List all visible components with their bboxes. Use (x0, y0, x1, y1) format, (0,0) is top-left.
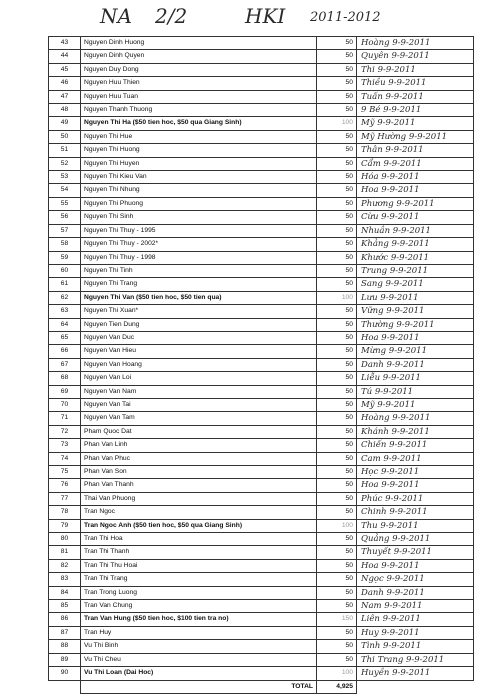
header-school-year: 2011-2012 (310, 10, 381, 25)
signature-date: Quyên 9-9-2011 (357, 50, 474, 63)
row-number: 64 (49, 318, 81, 331)
row-number: 90 (49, 667, 81, 680)
student-name: Nguyen Thi Thuy - 1995 (81, 224, 317, 237)
student-name: Tran Trong Luong (81, 586, 317, 599)
row-number: 85 (49, 600, 81, 613)
signature-date: Liên 9-9-2011 (357, 613, 474, 626)
table-row (49, 77, 474, 90)
payment-table-body (49, 37, 474, 694)
student-name: Nguyen Thi Trang (81, 278, 317, 291)
amount: 50 (317, 626, 357, 639)
signature-date: Liễu 9-9-2011 (357, 372, 474, 385)
row-number: 48 (49, 104, 81, 117)
row-number: 66 (49, 345, 81, 358)
signature-date: Cẩm 9-9-2011 (357, 157, 474, 170)
amount: 50 (317, 372, 357, 385)
table-row (49, 184, 474, 197)
table-row (49, 264, 474, 277)
student-name: Nguyen Van Duc (81, 331, 317, 344)
row-number: 51 (49, 144, 81, 157)
signature-date: Thiều 9-9-2011 (357, 77, 474, 90)
student-name: Nguyen Thi Huyen (81, 157, 317, 170)
table-row (49, 104, 474, 117)
amount: 50 (317, 466, 357, 479)
page-header (100, 4, 460, 34)
amount: 50 (317, 345, 357, 358)
row-number: 52 (49, 157, 81, 170)
row-number: 78 (49, 506, 81, 519)
student-name: Nguyen Thanh Thuong (81, 104, 317, 117)
payment-table (48, 36, 474, 694)
student-name: Nguyen Van Nam (81, 385, 317, 398)
table-row (49, 211, 474, 224)
row-number: 73 (49, 439, 81, 452)
signature-date: Phương 9-9-2011 (357, 197, 474, 210)
signature-date: Vững 9-9-2011 (357, 305, 474, 318)
signature-date: Nhuần 9-9-2011 (357, 224, 474, 237)
table-row (49, 372, 474, 385)
amount: 100 (317, 519, 357, 532)
signature-date: Chinh 9-9-2011 (357, 506, 474, 519)
table-row (49, 439, 474, 452)
amount: 50 (317, 425, 357, 438)
student-name: Nguyen Van Hoang (81, 358, 317, 371)
table-row (49, 653, 474, 666)
row-number: 75 (49, 466, 81, 479)
student-name: Nguyen Thi Thuy - 1998 (81, 251, 317, 264)
student-name: Nguyen Thi Xuan* (81, 305, 317, 318)
amount: 50 (317, 653, 357, 666)
student-name: Nguyen Van Loi (81, 372, 317, 385)
signature-date: Thuyết 9-9-2011 (357, 546, 474, 559)
signature-date: Lưu 9-9-2011 (357, 291, 474, 304)
signature-date: Khước 9-9-2011 (357, 251, 474, 264)
row-number: 46 (49, 77, 81, 90)
student-name: Vu Thi Cheu (81, 653, 317, 666)
student-name: Nguyen Van Tai (81, 398, 317, 411)
signature-date: Hoa 9-9-2011 (357, 559, 474, 572)
amount: 50 (317, 104, 357, 117)
signature-date: Sang 9-9-2011 (357, 278, 474, 291)
signature-date: Thường 9-9-2011 (357, 318, 474, 331)
student-name: Tran Thi Thu Hoai (81, 559, 317, 572)
signature-date: Mỹ 9-9-2011 (357, 117, 474, 130)
signature-date: Mỹ 9-9-2011 (357, 398, 474, 411)
row-number: 82 (49, 559, 81, 572)
signature-date: Cam 9-9-2011 (357, 452, 474, 465)
table-row (49, 358, 474, 371)
table-row (49, 171, 474, 184)
signature-date: Mừng 9-9-2011 (357, 345, 474, 358)
table-row (49, 559, 474, 572)
signature-date: Thi Trang 9-9-2011 (357, 653, 474, 666)
amount: 50 (317, 439, 357, 452)
table-row (49, 533, 474, 546)
table-row (49, 345, 474, 358)
amount: 50 (317, 90, 357, 103)
student-name: Nguyen Thi Sinh (81, 211, 317, 224)
table-row (49, 626, 474, 639)
table-row (49, 667, 474, 680)
student-name: Nguyen Huu Thien (81, 77, 317, 90)
student-name: Nguyen Thi Hue (81, 130, 317, 143)
student-name: Tran Van Chung (81, 600, 317, 613)
table-row (49, 546, 474, 559)
student-name: Nguyen Thi Van ($50 tien hoc, $50 tien qua) (81, 291, 317, 304)
student-name: Nguyen Thi Ha ($50 tien hoc, $50 qua Giang Sinh) (81, 117, 317, 130)
row-number: 71 (49, 412, 81, 425)
table-row (49, 519, 474, 532)
student-name: Nguyen Van Tam (81, 412, 317, 425)
student-name: Tran Thi Thanh (81, 546, 317, 559)
table-row (49, 398, 474, 411)
amount: 50 (317, 318, 357, 331)
table-row (49, 130, 474, 143)
row-number: 50 (49, 130, 81, 143)
student-name: Tran Thi Hoa (81, 533, 317, 546)
table-row (49, 600, 474, 613)
row-number: 56 (49, 211, 81, 224)
table-row (49, 305, 474, 318)
table-row (49, 157, 474, 170)
table-row (49, 144, 474, 157)
table-row (49, 640, 474, 653)
signature-date: Tình 9-9-2011 (357, 640, 474, 653)
row-number: 76 (49, 479, 81, 492)
student-name: Nguyen Thi Kieu Van (81, 171, 317, 184)
amount: 50 (317, 63, 357, 76)
row-number: 74 (49, 452, 81, 465)
amount: 50 (317, 452, 357, 465)
signature-date: Hóa 9-9-2011 (357, 171, 474, 184)
amount: 50 (317, 331, 357, 344)
amount: 50 (317, 211, 357, 224)
row-number: 72 (49, 425, 81, 438)
amount: 50 (317, 157, 357, 170)
row-number: 89 (49, 653, 81, 666)
amount: 100 (317, 291, 357, 304)
total-value: 4,925 (317, 680, 357, 693)
student-name: Phan Van Son (81, 466, 317, 479)
table-row (49, 586, 474, 599)
table-row (49, 50, 474, 63)
signature-date: Danh 9-9-2011 (357, 586, 474, 599)
student-name: Nguyen Thi Nhung (81, 184, 317, 197)
amount: 50 (317, 479, 357, 492)
signature-date: Chiến 9-9-2011 (357, 439, 474, 452)
signature-date: Quảng 9-9-2011 (357, 533, 474, 546)
amount: 50 (317, 385, 357, 398)
amount: 50 (317, 412, 357, 425)
amount: 50 (317, 184, 357, 197)
student-name: Nguyen Dinh Huong (81, 37, 317, 50)
row-number: 79 (49, 519, 81, 532)
row-number: 60 (49, 264, 81, 277)
row-number: 47 (49, 90, 81, 103)
signature-date: Huyền 9-9-2011 (357, 667, 474, 680)
row-number: 77 (49, 492, 81, 505)
row-number: 58 (49, 238, 81, 251)
amount: 50 (317, 600, 357, 613)
row-number: 69 (49, 385, 81, 398)
student-name: Tran Huy (81, 626, 317, 639)
row-number: 59 (49, 251, 81, 264)
header-page-number: 2/2 (155, 4, 188, 28)
table-row (49, 197, 474, 210)
signature-date: Hoa 9-9-2011 (357, 184, 474, 197)
signature-date: Thân 9-9-2011 (357, 144, 474, 157)
row-number: 81 (49, 546, 81, 559)
amount: 50 (317, 492, 357, 505)
amount: 50 (317, 37, 357, 50)
table-row (49, 573, 474, 586)
table-row (49, 385, 474, 398)
signature-date: Hoàng 9-9-2011 (357, 37, 474, 50)
signature-date: Mỹ Hường 9-9-2011 (357, 130, 474, 143)
table-row (49, 479, 474, 492)
amount: 50 (317, 358, 357, 371)
row-number: 70 (49, 398, 81, 411)
amount: 50 (317, 506, 357, 519)
row-number: 61 (49, 278, 81, 291)
amount: 50 (317, 130, 357, 143)
amount: 50 (317, 305, 357, 318)
amount: 50 (317, 144, 357, 157)
row-number: 87 (49, 626, 81, 639)
table-row (49, 506, 474, 519)
student-name: Nguyen Thi Thuy - 2002* (81, 238, 317, 251)
row-number: 68 (49, 372, 81, 385)
row-number: 57 (49, 224, 81, 237)
row-number: 80 (49, 533, 81, 546)
amount: 50 (317, 559, 357, 572)
row-number: 49 (49, 117, 81, 130)
student-name: Vu Thi Binh (81, 640, 317, 653)
amount: 50 (317, 573, 357, 586)
signature-date: Phúc 9-9-2011 (357, 492, 474, 505)
student-name: Nguyen Dinh Quyen (81, 50, 317, 63)
table-row (49, 613, 474, 626)
signature-date: Ngọc 9-9-2011 (357, 573, 474, 586)
total-spacer-right (357, 680, 474, 693)
table-row (49, 278, 474, 291)
student-name: Tran Thi Trang (81, 573, 317, 586)
amount: 50 (317, 77, 357, 90)
student-name: Nguyen Huu Tuan (81, 90, 317, 103)
row-number: 63 (49, 305, 81, 318)
table-row (49, 412, 474, 425)
student-name: Tran Ngoc Anh ($50 tien hoc, $50 qua Giang Sinh) (81, 519, 317, 532)
table-row (49, 291, 474, 304)
student-name: Phan Van Phuc (81, 452, 317, 465)
row-number: 44 (49, 50, 81, 63)
student-name: Pham Quoc Dat (81, 425, 317, 438)
amount: 50 (317, 251, 357, 264)
amount: 50 (317, 171, 357, 184)
signature-date: Khánh 9-9-2011 (357, 425, 474, 438)
student-name: Nguyen Thi Tinh (81, 264, 317, 277)
student-name: Nguyen Van Hieu (81, 345, 317, 358)
signature-date: Danh 9-9-2011 (357, 358, 474, 371)
amount: 50 (317, 546, 357, 559)
table-row (49, 318, 474, 331)
signature-date: Huy 9-9-2011 (357, 626, 474, 639)
amount: 50 (317, 586, 357, 599)
table-row (49, 90, 474, 103)
amount: 50 (317, 238, 357, 251)
signature-date: Tú 9-9-2011 (357, 385, 474, 398)
signature-date: 9 Bé 9-9-2011 (357, 104, 474, 117)
row-number: 67 (49, 358, 81, 371)
amount: 50 (317, 533, 357, 546)
amount: 50 (317, 640, 357, 653)
total-label: TOTAL (81, 680, 317, 693)
total-row (49, 680, 474, 693)
table-row (49, 425, 474, 438)
signature-date: Tuấn 9-9-2011 (357, 90, 474, 103)
signature-date: Khảng 9-9-2011 (357, 238, 474, 251)
signature-date: Cừu 9-9-2011 (357, 211, 474, 224)
amount: 50 (317, 278, 357, 291)
signature-date: Hoàng 9-9-2011 (357, 412, 474, 425)
amount: 50 (317, 264, 357, 277)
total-spacer (49, 680, 81, 693)
row-number: 43 (49, 37, 81, 50)
amount: 150 (317, 613, 357, 626)
header-initials: NA (100, 4, 132, 28)
table-row (49, 251, 474, 264)
row-number: 53 (49, 171, 81, 184)
table-row (49, 492, 474, 505)
table-row (49, 37, 474, 50)
table-row (49, 117, 474, 130)
header-semester: HKI (245, 4, 286, 28)
table-row (49, 238, 474, 251)
student-name: Nguyen Tien Dung (81, 318, 317, 331)
row-number: 86 (49, 613, 81, 626)
student-name: Vu Thi Loan (Dai Hoc) (81, 667, 317, 680)
amount: 100 (317, 667, 357, 680)
amount: 50 (317, 398, 357, 411)
table-row (49, 63, 474, 76)
student-name: Nguyen Duy Dong (81, 63, 317, 76)
signature-date: Hoa 9-9-2011 (357, 479, 474, 492)
row-number: 65 (49, 331, 81, 344)
student-name: Thai Van Phuong (81, 492, 317, 505)
signature-date: Thu 9-9-2011 (357, 519, 474, 532)
student-name: Nguyen Thi Phuong (81, 197, 317, 210)
amount: 100 (317, 117, 357, 130)
student-name: Tran Ngoc (81, 506, 317, 519)
row-number: 62 (49, 291, 81, 304)
amount: 50 (317, 50, 357, 63)
student-name: Phan Van Thanh (81, 479, 317, 492)
row-number: 45 (49, 63, 81, 76)
row-number: 88 (49, 640, 81, 653)
amount: 50 (317, 224, 357, 237)
table-row (49, 452, 474, 465)
signature-date: Nam 9-9-2011 (357, 600, 474, 613)
student-name: Phan Van Linh (81, 439, 317, 452)
table-row (49, 466, 474, 479)
signature-date: Học 9-9-2011 (357, 466, 474, 479)
row-number: 55 (49, 197, 81, 210)
student-name: Tran Van Hung ($50 tien hoc, $100 tien tra no) (81, 613, 317, 626)
table-row (49, 331, 474, 344)
row-number: 84 (49, 586, 81, 599)
student-name: Nguyen Thi Huong (81, 144, 317, 157)
signature-date: Hoa 9-9-2011 (357, 331, 474, 344)
signature-date: Thi 9-9-2011 (357, 63, 474, 76)
row-number: 83 (49, 573, 81, 586)
row-number: 54 (49, 184, 81, 197)
amount: 50 (317, 197, 357, 210)
signature-date: Trung 9-9-2011 (357, 264, 474, 277)
table-row (49, 224, 474, 237)
